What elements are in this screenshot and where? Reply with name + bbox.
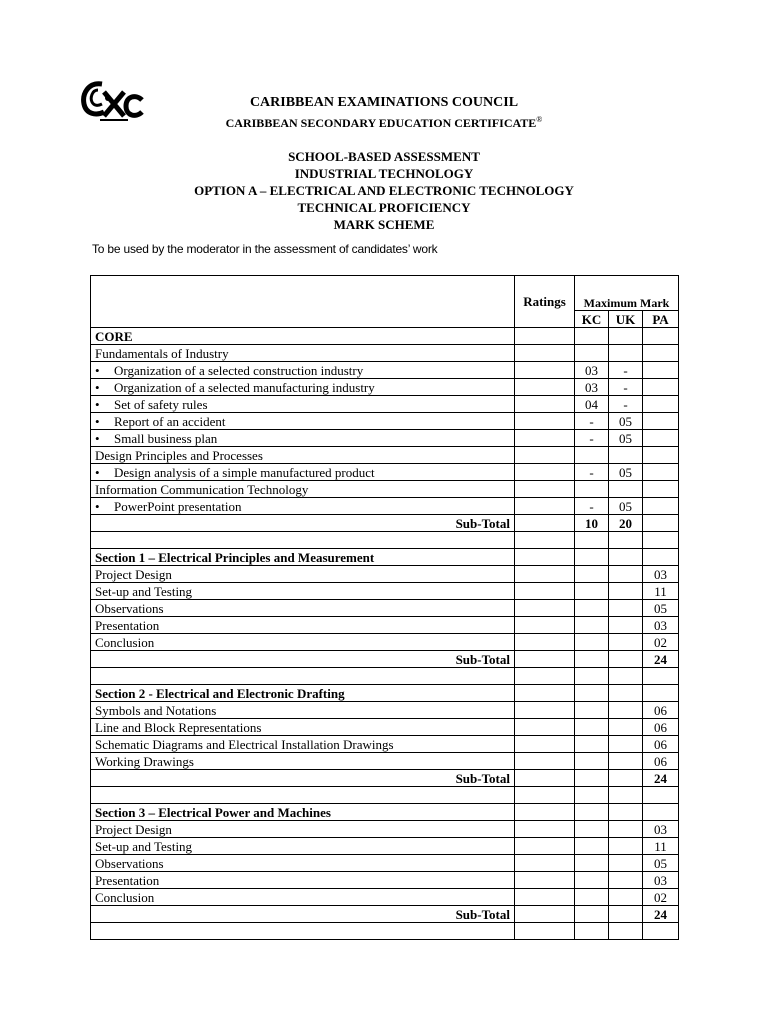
- kc-mark-cell: [575, 600, 609, 617]
- uk-mark-cell: [609, 566, 643, 583]
- uk-mark-cell: [609, 753, 643, 770]
- table-row: [91, 702, 679, 719]
- kc-mark-cell: [575, 855, 609, 872]
- uk-mark-cell: [609, 651, 643, 668]
- kc-mark-cell: [575, 719, 609, 736]
- rating-cell: [515, 413, 575, 430]
- subtotal-row: [91, 770, 679, 787]
- mark-scheme-table: [90, 275, 679, 940]
- rating-cell: [515, 549, 575, 566]
- blank-row: [91, 532, 679, 549]
- kc-mark-cell: [575, 787, 609, 804]
- kc-mark-cell: [575, 532, 609, 549]
- rating-cell: [515, 855, 575, 872]
- uk-mark-cell: [609, 719, 643, 736]
- uk-mark-cell: [609, 685, 643, 702]
- rating-cell: [515, 753, 575, 770]
- kc-mark-cell: [575, 702, 609, 719]
- table-row: [91, 855, 679, 872]
- criterion-cell: [91, 668, 515, 685]
- criterion-cell: Sub-Total: [91, 906, 515, 923]
- table-row: [91, 379, 679, 396]
- blank-row: [91, 787, 679, 804]
- table-row: [91, 889, 679, 906]
- pa-mark-cell: [643, 328, 679, 345]
- table-row: [91, 413, 679, 430]
- assessment-title: SCHOOL-BASED ASSESSMENT: [288, 149, 480, 164]
- table-row: [91, 617, 679, 634]
- uk-mark-cell: 05: [609, 413, 643, 430]
- pa-mark-cell: 03: [643, 566, 679, 583]
- pa-mark-cell: [643, 549, 679, 566]
- uk-mark-cell: -: [609, 362, 643, 379]
- pa-mark-cell: [643, 464, 679, 481]
- table-row: [91, 872, 679, 889]
- criterion-cell: Information Communication Technology: [91, 481, 515, 498]
- criterion-cell: Set-up and Testing: [91, 838, 515, 855]
- pa-mark-cell: 24: [643, 906, 679, 923]
- pa-mark-cell: 05: [643, 855, 679, 872]
- blank-row: [91, 923, 679, 940]
- criterion-text: Small business plan: [114, 430, 218, 446]
- uk-mark-cell: [609, 838, 643, 855]
- pa-mark-cell: [643, 413, 679, 430]
- uk-mark-cell: [609, 600, 643, 617]
- rating-cell: [515, 328, 575, 345]
- pa-mark-cell: 24: [643, 770, 679, 787]
- criterion-text: PowerPoint presentation: [114, 498, 242, 514]
- pa-mark-cell: [643, 379, 679, 396]
- criterion-cell: [91, 787, 515, 804]
- table-row: [91, 566, 679, 583]
- rating-cell: [515, 430, 575, 447]
- bullet-icon: •: [95, 396, 100, 412]
- criterion-cell: Set-up and Testing: [91, 583, 515, 600]
- pa-mark-cell: [643, 362, 679, 379]
- rating-cell: [515, 481, 575, 498]
- kc-mark-cell: [575, 753, 609, 770]
- rating-cell: [515, 464, 575, 481]
- criterion-text: Report of an accident: [114, 413, 226, 429]
- table-row: [91, 345, 679, 362]
- criterion-cell: [91, 396, 515, 413]
- kc-mark-cell: 03: [575, 379, 609, 396]
- criterion-cell: Section 3 – Electrical Power and Machines: [91, 804, 515, 821]
- kc-mark-cell: 03: [575, 362, 609, 379]
- criterion-cell: Conclusion: [91, 634, 515, 651]
- kc-mark-cell: [575, 821, 609, 838]
- pa-mark-cell: 11: [643, 838, 679, 855]
- pa-mark-cell: 06: [643, 702, 679, 719]
- uk-mark-cell: 05: [609, 498, 643, 515]
- table-row: [91, 464, 679, 481]
- pa-mark-cell: [643, 396, 679, 413]
- rating-cell: [515, 651, 575, 668]
- pa-mark-cell: [643, 447, 679, 464]
- uk-mark-cell: [609, 481, 643, 498]
- criterion-text: Design analysis of a simple manufactured product: [114, 464, 375, 480]
- uk-mark-cell: [609, 889, 643, 906]
- pa-mark-cell: 03: [643, 872, 679, 889]
- table-row: [91, 481, 679, 498]
- pa-mark-cell: 05: [643, 600, 679, 617]
- kc-mark-cell: [575, 447, 609, 464]
- criterion-text: Organization of a selected manufacturing industry: [114, 379, 375, 395]
- criterion-cell: Sub-Total: [91, 651, 515, 668]
- kc-mark-cell: [575, 566, 609, 583]
- table-row: [91, 804, 679, 821]
- uk-mark-cell: [609, 872, 643, 889]
- kc-mark-cell: [575, 328, 609, 345]
- kc-mark-cell: [575, 838, 609, 855]
- rating-cell: [515, 498, 575, 515]
- pa-mark-cell: [643, 804, 679, 821]
- kc-mark-cell: [575, 481, 609, 498]
- pa-header: PA: [643, 311, 679, 328]
- uk-mark-cell: [609, 532, 643, 549]
- kc-mark-cell: [575, 770, 609, 787]
- rating-cell: [515, 719, 575, 736]
- kc-mark-cell: [575, 617, 609, 634]
- pa-mark-cell: [643, 345, 679, 362]
- rating-cell: [515, 447, 575, 464]
- rating-cell: [515, 379, 575, 396]
- criterion-cell: Project Design: [91, 821, 515, 838]
- uk-mark-cell: [609, 736, 643, 753]
- uk-mark-cell: 05: [609, 464, 643, 481]
- table-row: [91, 362, 679, 379]
- bullet-icon: •: [95, 464, 100, 480]
- table-row: [91, 685, 679, 702]
- rating-cell: [515, 362, 575, 379]
- uk-mark-cell: [609, 583, 643, 600]
- criterion-cell: Line and Block Representations: [91, 719, 515, 736]
- criterion-cell: Observations: [91, 855, 515, 872]
- uk-mark-cell: [609, 821, 643, 838]
- pa-mark-cell: [643, 515, 679, 532]
- rating-cell: [515, 872, 575, 889]
- table-row: [91, 396, 679, 413]
- pa-mark-cell: 02: [643, 634, 679, 651]
- kc-header: KC: [575, 311, 609, 328]
- proficiency-title: TECHNICAL PROFICIENCY: [297, 200, 471, 215]
- subtotal-row: [91, 515, 679, 532]
- uk-mark-cell: -: [609, 379, 643, 396]
- rating-cell: [515, 906, 575, 923]
- table-row: [91, 719, 679, 736]
- uk-header: UK: [609, 311, 643, 328]
- blank-row: [91, 668, 679, 685]
- criterion-cell: [91, 430, 515, 447]
- uk-mark-cell: [609, 617, 643, 634]
- rating-cell: [515, 838, 575, 855]
- registered-mark: ®: [536, 115, 543, 124]
- pa-mark-cell: [643, 668, 679, 685]
- kc-mark-cell: [575, 906, 609, 923]
- pa-mark-cell: 03: [643, 617, 679, 634]
- kc-mark-cell: [575, 872, 609, 889]
- rating-cell: [515, 617, 575, 634]
- bullet-icon: •: [95, 498, 100, 514]
- intro-text: To be used by the moderator in the assessment of candidates’ work: [92, 242, 438, 256]
- kc-mark-cell: [575, 549, 609, 566]
- pa-mark-cell: [643, 685, 679, 702]
- table-row: [91, 430, 679, 447]
- criteria-header-cell: [91, 276, 515, 328]
- rating-cell: [515, 345, 575, 362]
- pa-mark-cell: 06: [643, 753, 679, 770]
- pa-mark-cell: 03: [643, 821, 679, 838]
- criterion-cell: Sub-Total: [91, 770, 515, 787]
- table-row: [91, 634, 679, 651]
- uk-mark-cell: [609, 634, 643, 651]
- table-row: [91, 753, 679, 770]
- rating-cell: [515, 923, 575, 940]
- table-row: [91, 838, 679, 855]
- uk-mark-cell: [609, 668, 643, 685]
- uk-mark-cell: -: [609, 396, 643, 413]
- rating-cell: [515, 685, 575, 702]
- table-row: [91, 821, 679, 838]
- criterion-cell: [91, 362, 515, 379]
- criterion-cell: [91, 923, 515, 940]
- table-row: [91, 328, 679, 345]
- pa-mark-cell: [643, 498, 679, 515]
- kc-mark-cell: [575, 583, 609, 600]
- criterion-cell: Schematic Diagrams and Electrical Installation Drawings: [91, 736, 515, 753]
- kc-mark-cell: 04: [575, 396, 609, 413]
- rating-cell: [515, 515, 575, 532]
- uk-mark-cell: [609, 787, 643, 804]
- table-row: [91, 736, 679, 753]
- bullet-icon: •: [95, 430, 100, 446]
- criterion-cell: Observations: [91, 600, 515, 617]
- kc-mark-cell: [575, 804, 609, 821]
- uk-mark-cell: [609, 702, 643, 719]
- uk-mark-cell: [609, 549, 643, 566]
- table-row: [91, 583, 679, 600]
- ratings-header: Ratings: [515, 276, 575, 328]
- pa-mark-cell: [643, 787, 679, 804]
- uk-mark-cell: [609, 923, 643, 940]
- kc-mark-cell: [575, 668, 609, 685]
- kc-mark-cell: [575, 345, 609, 362]
- criterion-cell: Fundamentals of Industry: [91, 345, 515, 362]
- table-row: [91, 498, 679, 515]
- criterion-cell: Sub-Total: [91, 515, 515, 532]
- criterion-text: Organization of a selected construction industry: [114, 362, 364, 378]
- uk-mark-cell: [609, 328, 643, 345]
- criterion-cell: [91, 464, 515, 481]
- criterion-cell: Design Principles and Processes: [91, 447, 515, 464]
- criterion-cell: Working Drawings: [91, 753, 515, 770]
- criterion-text: Set of safety rules: [114, 396, 208, 412]
- kc-mark-cell: -: [575, 464, 609, 481]
- rating-cell: [515, 804, 575, 821]
- council-title: CARIBBEAN EXAMINATIONS COUNCIL: [249, 95, 519, 110]
- uk-mark-cell: [609, 345, 643, 362]
- kc-mark-cell: -: [575, 498, 609, 515]
- subtotal-row: [91, 906, 679, 923]
- uk-mark-cell: [609, 855, 643, 872]
- pa-mark-cell: [643, 481, 679, 498]
- criterion-cell: CORE: [91, 328, 515, 345]
- table-row: [91, 447, 679, 464]
- rating-cell: [515, 634, 575, 651]
- criterion-cell: [91, 498, 515, 515]
- rating-cell: [515, 787, 575, 804]
- table-row: [91, 549, 679, 566]
- kc-mark-cell: [575, 651, 609, 668]
- pa-mark-cell: 06: [643, 736, 679, 753]
- kc-mark-cell: [575, 923, 609, 940]
- criterion-cell: Section 2 - Electrical and Electronic Drafting: [91, 685, 515, 702]
- bullet-icon: •: [95, 362, 100, 378]
- kc-mark-cell: [575, 736, 609, 753]
- kc-mark-cell: 10: [575, 515, 609, 532]
- uk-mark-cell: [609, 770, 643, 787]
- pa-mark-cell: 24: [643, 651, 679, 668]
- table-header-row: [91, 276, 679, 311]
- rating-cell: [515, 702, 575, 719]
- rating-cell: [515, 821, 575, 838]
- rating-cell: [515, 396, 575, 413]
- criterion-cell: Presentation: [91, 872, 515, 889]
- pa-mark-cell: [643, 430, 679, 447]
- kc-mark-cell: [575, 685, 609, 702]
- criterion-cell: [91, 379, 515, 396]
- kc-mark-cell: -: [575, 413, 609, 430]
- kc-mark-cell: -: [575, 430, 609, 447]
- criterion-cell: Symbols and Notations: [91, 702, 515, 719]
- rating-cell: [515, 770, 575, 787]
- pa-mark-cell: [643, 923, 679, 940]
- kc-mark-cell: [575, 889, 609, 906]
- pa-mark-cell: [643, 532, 679, 549]
- criterion-cell: [91, 413, 515, 430]
- rating-cell: [515, 736, 575, 753]
- pa-mark-cell: 06: [643, 719, 679, 736]
- rating-cell: [515, 600, 575, 617]
- bullet-icon: •: [95, 413, 100, 429]
- criterion-cell: Conclusion: [91, 889, 515, 906]
- criterion-cell: Section 1 – Electrical Principles and Measurement: [91, 549, 515, 566]
- max-mark-header: Maximum Mark: [575, 276, 679, 311]
- criterion-cell: Project Design: [91, 566, 515, 583]
- criterion-cell: [91, 532, 515, 549]
- pa-mark-cell: 02: [643, 889, 679, 906]
- rating-cell: [515, 583, 575, 600]
- document-header: [0, 94, 768, 233]
- certificate-title: CARIBBEAN SECONDARY EDUCATION CERTIFICATE®: [225, 115, 543, 130]
- bullet-icon: •: [95, 379, 100, 395]
- subject-title: INDUSTRIAL TECHNOLOGY: [294, 166, 474, 181]
- uk-mark-cell: [609, 804, 643, 821]
- criterion-cell: Presentation: [91, 617, 515, 634]
- rating-cell: [515, 532, 575, 549]
- scheme-title: MARK SCHEME: [333, 217, 435, 232]
- pa-mark-cell: 11: [643, 583, 679, 600]
- option-title: OPTION A – ELECTRICAL AND ELECTRONIC TECHNOLOGY: [194, 183, 574, 198]
- uk-mark-cell: 20: [609, 515, 643, 532]
- uk-mark-cell: 05: [609, 430, 643, 447]
- rating-cell: [515, 566, 575, 583]
- table-row: [91, 600, 679, 617]
- rating-cell: [515, 668, 575, 685]
- uk-mark-cell: [609, 447, 643, 464]
- uk-mark-cell: [609, 906, 643, 923]
- kc-mark-cell: [575, 634, 609, 651]
- rating-cell: [515, 889, 575, 906]
- subtotal-row: [91, 651, 679, 668]
